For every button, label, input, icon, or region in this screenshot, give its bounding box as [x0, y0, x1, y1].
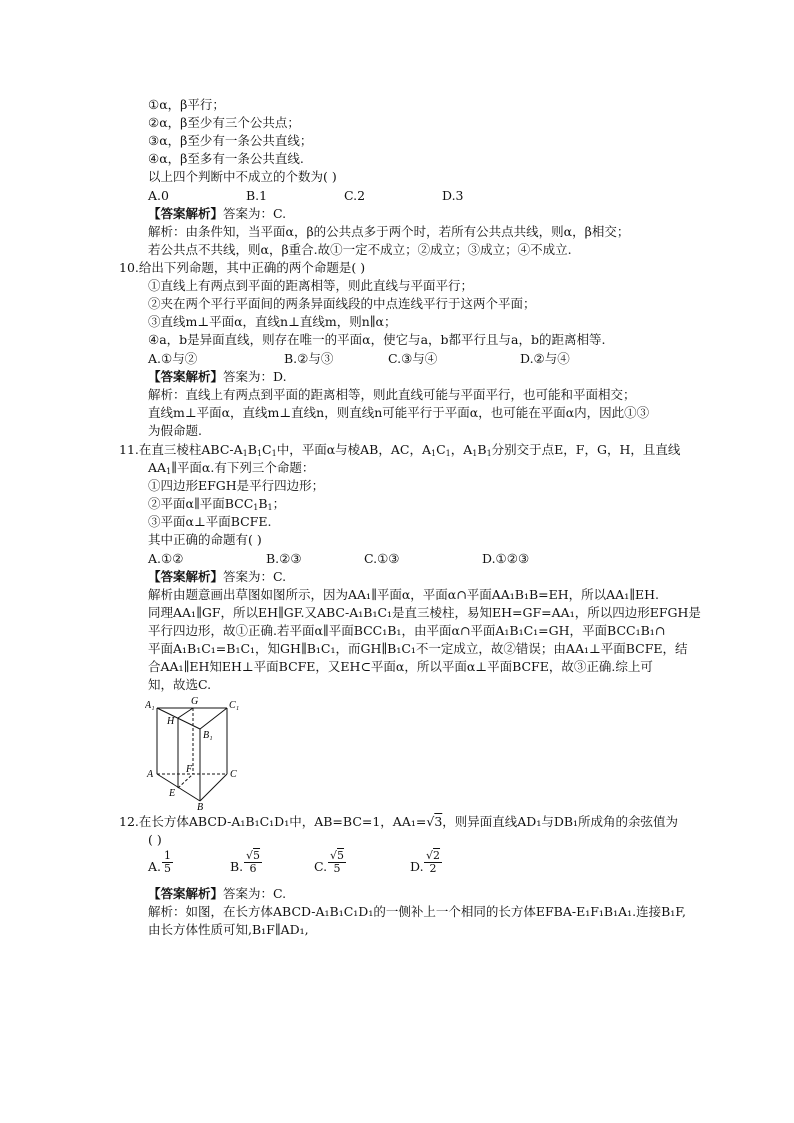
answer-text: 答案为：C. [223, 886, 287, 901]
q11-title: 11.在直三棱柱ABC-$A_1B_1C_1$中，平面α与棱AB，AC，$A_1C_1$，$A_1B_1$分别交于点E，F，G，H，且直线 [119, 442, 681, 458]
choice-b: B.②与③ [284, 351, 334, 366]
q12-paren: ( ) [148, 832, 162, 847]
choice-d: D.3 [442, 188, 464, 203]
q10-choices [148, 350, 570, 368]
q12-analysis-1: 解析：如图，在长方体ABCD-A₁B₁C₁D₁的一侧补上一个相同的长方体EFBA-E₁F₁B₁A₁.连接B₁F, [148, 904, 686, 919]
q9-analysis-1: 解析：由条件知，当平面α，β的公共点多于两个时，若所有公共点共线，则α，β相交； [148, 224, 630, 239]
answer-label: 【答案解析】 [148, 569, 224, 584]
choice-d: D.②与④ [520, 351, 570, 366]
choice-d: D.①②③ [482, 551, 530, 566]
choice-a: A.0 [148, 188, 169, 203]
choice-a: A.①与② [148, 351, 198, 366]
label-C: C [230, 769, 237, 780]
q12-analysis-2: 由长方体性质可知,B₁F∥AD₁, [148, 922, 309, 937]
q11-analysis-1: 解析由题意画出草图如图所示，因为AA₁∥平面α，平面α∩平面AA₁B₁B=EH，所以AA₁∥EH. [148, 587, 659, 602]
q9-question: 以上四个判断中不成立的个数为( ) [148, 169, 337, 184]
q9-answer [148, 205, 286, 223]
q11-title-line-2: $AA_1\parallel$平面α.有下列三个命题： [148, 460, 315, 476]
label-A1: A₁ [145, 700, 155, 711]
q10-stmt-3: ③直线m⊥平面α，直线n⊥直线m，则n∥α； [148, 314, 397, 329]
choice-b: B.②③ [266, 551, 302, 566]
label-E: E [169, 788, 176, 799]
q11-choices [148, 550, 529, 568]
q10-stmt-2: ②夹在两个平行平面间的两条异面线段的中点连线平行于这两个平面； [148, 296, 536, 311]
page: ①α，β平行； ②α，β至少有三个公共点； ③α，β至少有一条公共直线； ④α，β至多有一条公共直线. 以上四个判断中不成立的个数为( ) A.0 B.1 C.2 D.3 【答案解析】答案为：C. 解析：由条件知，当平面α，β的公共点多于两个时，若所有公共点共线，则α，β相交； 若公共点不共线，则α，β重合.故①一定不成立；②成立；③成立；④不成立. 10.给出下列命题，其中正确的两个命题是( ) ①直线上有两点到平面的距离相等，则此直线与平面平行； ②夹在两个平行平面间的两条异面线段的中点连线平行于这两个平面； ③直线m⊥平面α，直线n⊥直线m，则n∥α； ④a，b是异面直线，则存在唯一的平面α，使它与a，b都平行且与a，b的距离相等. A.①与② B.②与③ C.③与④ D.②与④ 【答案解析】答案为：D. 解析：直线上有两点到平面的距离相等，则此直线可能与平面平行，也可能和平面相交； 直线m⊥平面α，直线m⊥直线n，则直线n可能平行于平面α，也可能在平面α内，因此①③ 为假命题. 11.在直三棱柱ABC-$A_1B_1C_1$中，平面α与棱AB，AC，$A_1C_1$，$A_1B_1$分别交于点E，F，G，H，且直线 $AA_1\parallel$平面α.有下列三个命题： ①四边形EFGH是平行四边形； ②平面α∥平面$BCC_1B_1$； ③平面α⊥平面BCFE. 其中正确的命题有( ) A.①② B.②③ C.①③ D.①②③ 【答案解析】答案为：C. 解析由题意画出草图如图所示，因为AA₁∥平面α，平面α∩平面AA₁B₁B=EH，所以AA₁∥EH. 同理AA₁∥GF，所以EH∥GF.又ABC-A₁B₁C₁是直三棱柱，易知EH=GF=AA₁，所以四边形EFGH是 平行四边形，故①正确.若平面α∥平面BCC₁B₁，由平面α∩平面A₁B₁C₁=GH，平面BCC₁B₁∩ 平面A₁B₁C₁=B₁C₁，知GH∥B₁C₁，而GH∥B₁C₁不一定成立，故②错误；由AA₁⊥平面BCFE，结 合AA₁∥EH知EH⊥平面BCFE，又EH⊂平面α，所以平面α⊥平面BCFE，故③正确.综上可 知，故选C. A₁ G C₁ H B₁ F A C E B 12.在长方体ABCD-A₁B₁C₁D₁中，AB=BC=1，AA₁=√3，则异面直线AD₁与DB₁所成角的余弦值为 ( ) A. $\frac{1}{5}$ B. $\frac{√5}{6}$ C. $\frac{√5}{5}$ D. $\frac{√2}{2}$ 【答案解析】答案为：C. 解析：如图，在长方体ABCD-A₁B₁C₁D₁的一侧补上一个相同的长方体EFBA-E₁F₁B₁A₁.连接B₁F, 由长方体性质可知,B₁F∥AD₁, [119, 97, 701, 937]
q10-analysis-1: 解析：直线上有两点到平面的距离相等，则此直线可能与平面平行，也可能和平面相交； [148, 387, 636, 402]
label-C1: C₁ [229, 700, 240, 711]
q10-title: 10.给出下列命题，其中正确的两个命题是( ) [119, 260, 366, 275]
q9-stmt-2: ②α，β至少有三个公共点； [148, 115, 300, 130]
choice-c: C.③与④ [388, 351, 438, 366]
q9-stmt-4: ④α，β至多有一条公共直线. [148, 151, 304, 166]
q11-stmt-1: ①四边形EFGH是平行四边形； [148, 478, 325, 493]
q11-analysis-3: 平行四边形，故①正确.若平面α∥平面BCC₁B₁，由平面α∩平面A₁B₁C₁=GH，平面BCC₁B₁∩ [148, 623, 666, 638]
choice-c: C.2 [344, 188, 366, 203]
q9-stmt-3: ③α，β至少有一条公共直线； [148, 133, 313, 148]
label-A: A [147, 769, 154, 780]
choice-a: A.①② [148, 551, 184, 566]
q11-stmt-2: ②平面α∥平面$BCC_1B_1$； [148, 496, 286, 512]
answer-label: 【答案解析】 [148, 206, 224, 221]
answer-label: 【答案解析】 [148, 369, 224, 384]
q11-question: 其中正确的命题有( ) [148, 532, 262, 547]
label-H: H [167, 716, 175, 727]
choice-c: C.①③ [364, 551, 400, 566]
q10-stmt-4: ④a，b是异面直线，则存在唯一的平面α，使它与a，b都平行且与a，b的距离相等. [148, 332, 606, 347]
q11-stmt-3: ③平面α⊥平面BCFE. [148, 514, 272, 529]
q11-analysis-5: 合AA₁∥EH知EH⊥平面BCFE，又EH⊂平面α，所以平面α⊥平面BCFE，故③正确.综上可 [148, 659, 653, 674]
q11-analysis-6: 知，故选C. [148, 677, 212, 692]
q11-analysis-4: 平面A₁B₁C₁=B₁C₁，知GH∥B₁C₁，而GH∥B₁C₁不一定成立，故②错误；由AA₁⊥平面BCFE，结 [148, 641, 688, 656]
q10-answer [148, 368, 287, 386]
q10-analysis-2: 直线m⊥平面α，直线m⊥直线n，则直线n可能平行于平面α，也可能在平面α内，因此①③ [148, 405, 650, 420]
q12-answer [148, 885, 286, 903]
q12-title: 12.在长方体ABCD-A₁B₁C₁D₁中，AB=BC=1，AA₁=√3，则异面直线AD₁与DB₁所成角的余弦值为 [119, 814, 679, 829]
q9-choices [148, 187, 464, 205]
answer-text: 答案为：D. [223, 369, 287, 384]
label-G: G [191, 696, 199, 707]
label-B: B [197, 802, 204, 810]
q9-analysis-2: 若公共点不共线，则α，β重合.故①一定不成立；②成立；③成立；④不成立. [148, 242, 572, 257]
choice-b: B.1 [246, 188, 268, 203]
answer-text: 答案为：C. [223, 206, 287, 221]
q9-stmt-1: ①α，β平行； [148, 97, 225, 112]
label-B1: B₁ [203, 730, 213, 741]
answer-text: 答案为：C. [223, 569, 287, 584]
q10-stmt-1: ①直线上有两点到平面的距离相等，则此直线与平面平行； [148, 278, 474, 293]
prism-figure [145, 696, 245, 810]
answer-label: 【答案解析】 [148, 886, 224, 901]
q11-answer [148, 568, 286, 586]
label-F: F [186, 764, 193, 775]
q11-analysis-2: 同理AA₁∥GF，所以EH∥GF.又ABC-A₁B₁C₁是直三棱柱，易知EH=GF=AA₁，所以四边形EFGH是 [148, 605, 701, 620]
q10-analysis-3: 为假命题. [148, 423, 202, 438]
